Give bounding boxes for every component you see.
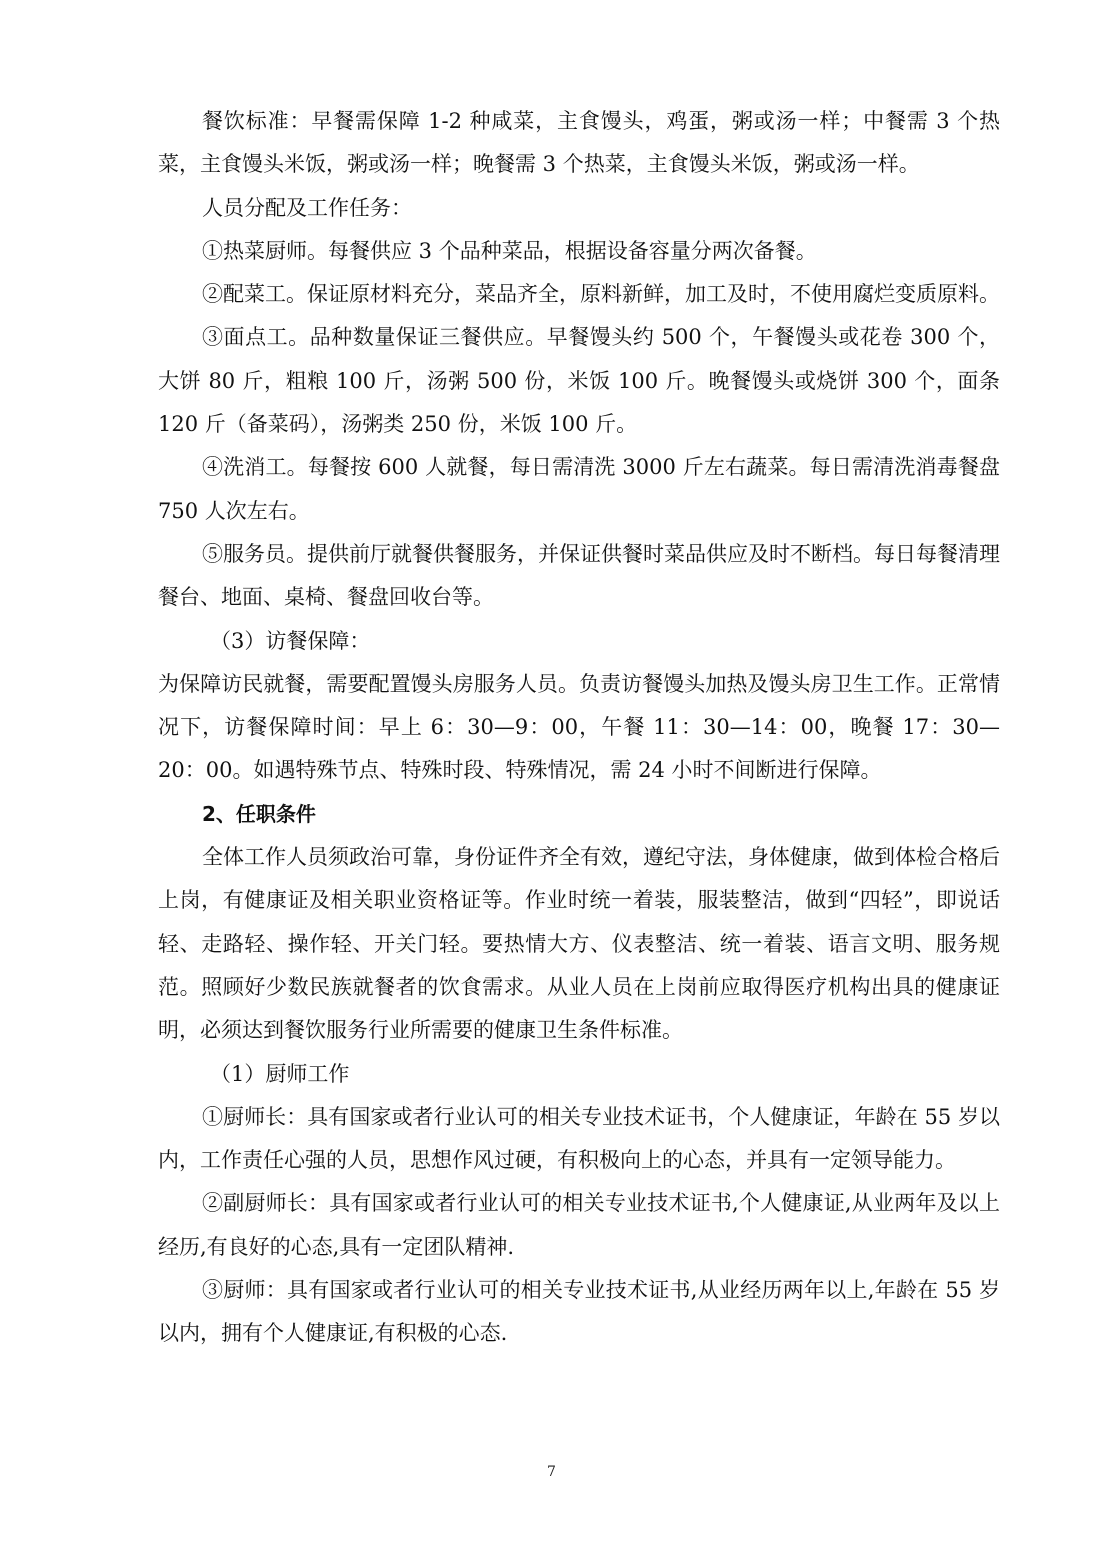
paragraph-deputy-head-chef: ②副厨师长：具有国家或者行业认可的相关专业技术证书,个人健康证,从业两年及以上经历,有良好的心态,具有一定团队精神.: [158, 1191, 1000, 1259]
section-heading-qualifications: 2、任职条件: [202, 801, 316, 826]
paragraph-head-chef: ①厨师长：具有国家或者行业认可的相关专业技术证书，个人健康证，年龄在 55 岁以内，工作责任心强的人员，思想作风过硬，有积极向上的心态，并具有一定领导能力。: [158, 1104, 1000, 1173]
paragraph-pastry-worker: ③面点工。品种数量保证三餐供应。早餐馒头约 500 个，午餐馒头或花卷 300 个，大饼 80 斤，粗粮 100 斤，汤粥 500 份，米饭 100 斤。晚餐馒头或烧饼 300 个，面条 120 斤（备菜码），汤粥类 250 份，米饭 100 斤。: [158, 325, 1000, 437]
paragraph-dishwasher: ④洗消工。每餐按 600 人就餐，每日需清洗 3000 斤左右蔬菜。每日需清洗消毒餐盘 750 人次左右。: [158, 455, 1000, 523]
paragraph-general-requirements: 全体工作人员须政治可靠，身份证件齐全有效，遵纪守法，身体健康，做到体检合格后上岗，有健康证及相关职业资格证等。作业时统一着装，服装整洁，做到“四轻”，即说话轻、走路轻、操作轻、开关门轻。要热情大方、仪表整洁、统一着装、语言文明、服务规范。照顾好少数民族就餐者的饮食需求。从业人员在上岗前应取得医疗机构出具的健康证明，必须达到餐饮服务行业所需要的健康卫生条件标准。: [158, 845, 1000, 1043]
paragraph-hot-dish-chef: ①热菜厨师。每餐供应 3 个品种菜品，根据设备容量分两次备餐。: [202, 238, 817, 263]
paragraph-catering-standard: 餐饮标准：早餐需保障 1-2 种咸菜，主食馒头，鸡蛋，粥或汤一样；中餐需 3 个热菜，主食馒头米饭，粥或汤一样；晚餐需 3 个热菜，主食馒头米饭，粥或汤一样。: [158, 109, 1000, 177]
paragraph-chef-work-heading: （1）厨师工作: [210, 1061, 350, 1086]
paragraph-staff-allocation-title: 人员分配及工作任务：: [202, 195, 412, 220]
page-number: 7: [547, 1464, 556, 1480]
paragraph-visitor-meal-heading: （3）访餐保障：: [210, 628, 371, 653]
paragraph-prep-worker: ②配菜工。保证原材料充分，菜品齐全，原料新鲜，加工及时，不使用腐烂变质原料。: [202, 282, 1000, 307]
page-body: [158, 100, 1000, 1356]
paragraph-chef: ③厨师：具有国家或者行业认可的相关专业技术证书,从业经历两年以上,年龄在 55 岁以内，拥有个人健康证,有积极的心态.: [158, 1278, 1000, 1346]
paragraph-waiter: ⑤服务员。提供前厅就餐供餐服务，并保证供餐时菜品供应及时不断档。每日每餐清理餐台、地面、桌椅、餐盘回收台等。: [158, 541, 1000, 610]
paragraph-visitor-meal-body: 为保障访民就餐，需要配置馒头房服务人员。负责访餐馒头加热及馒头房卫生工作。正常情况下，访餐保障时间：早上 6：30—9：00，午餐 11：30—14：00，晚餐 17：30—20：00。如遇特殊节点、特殊时段、特殊情况，需 24 小时不间断进行保障。: [158, 671, 1000, 783]
